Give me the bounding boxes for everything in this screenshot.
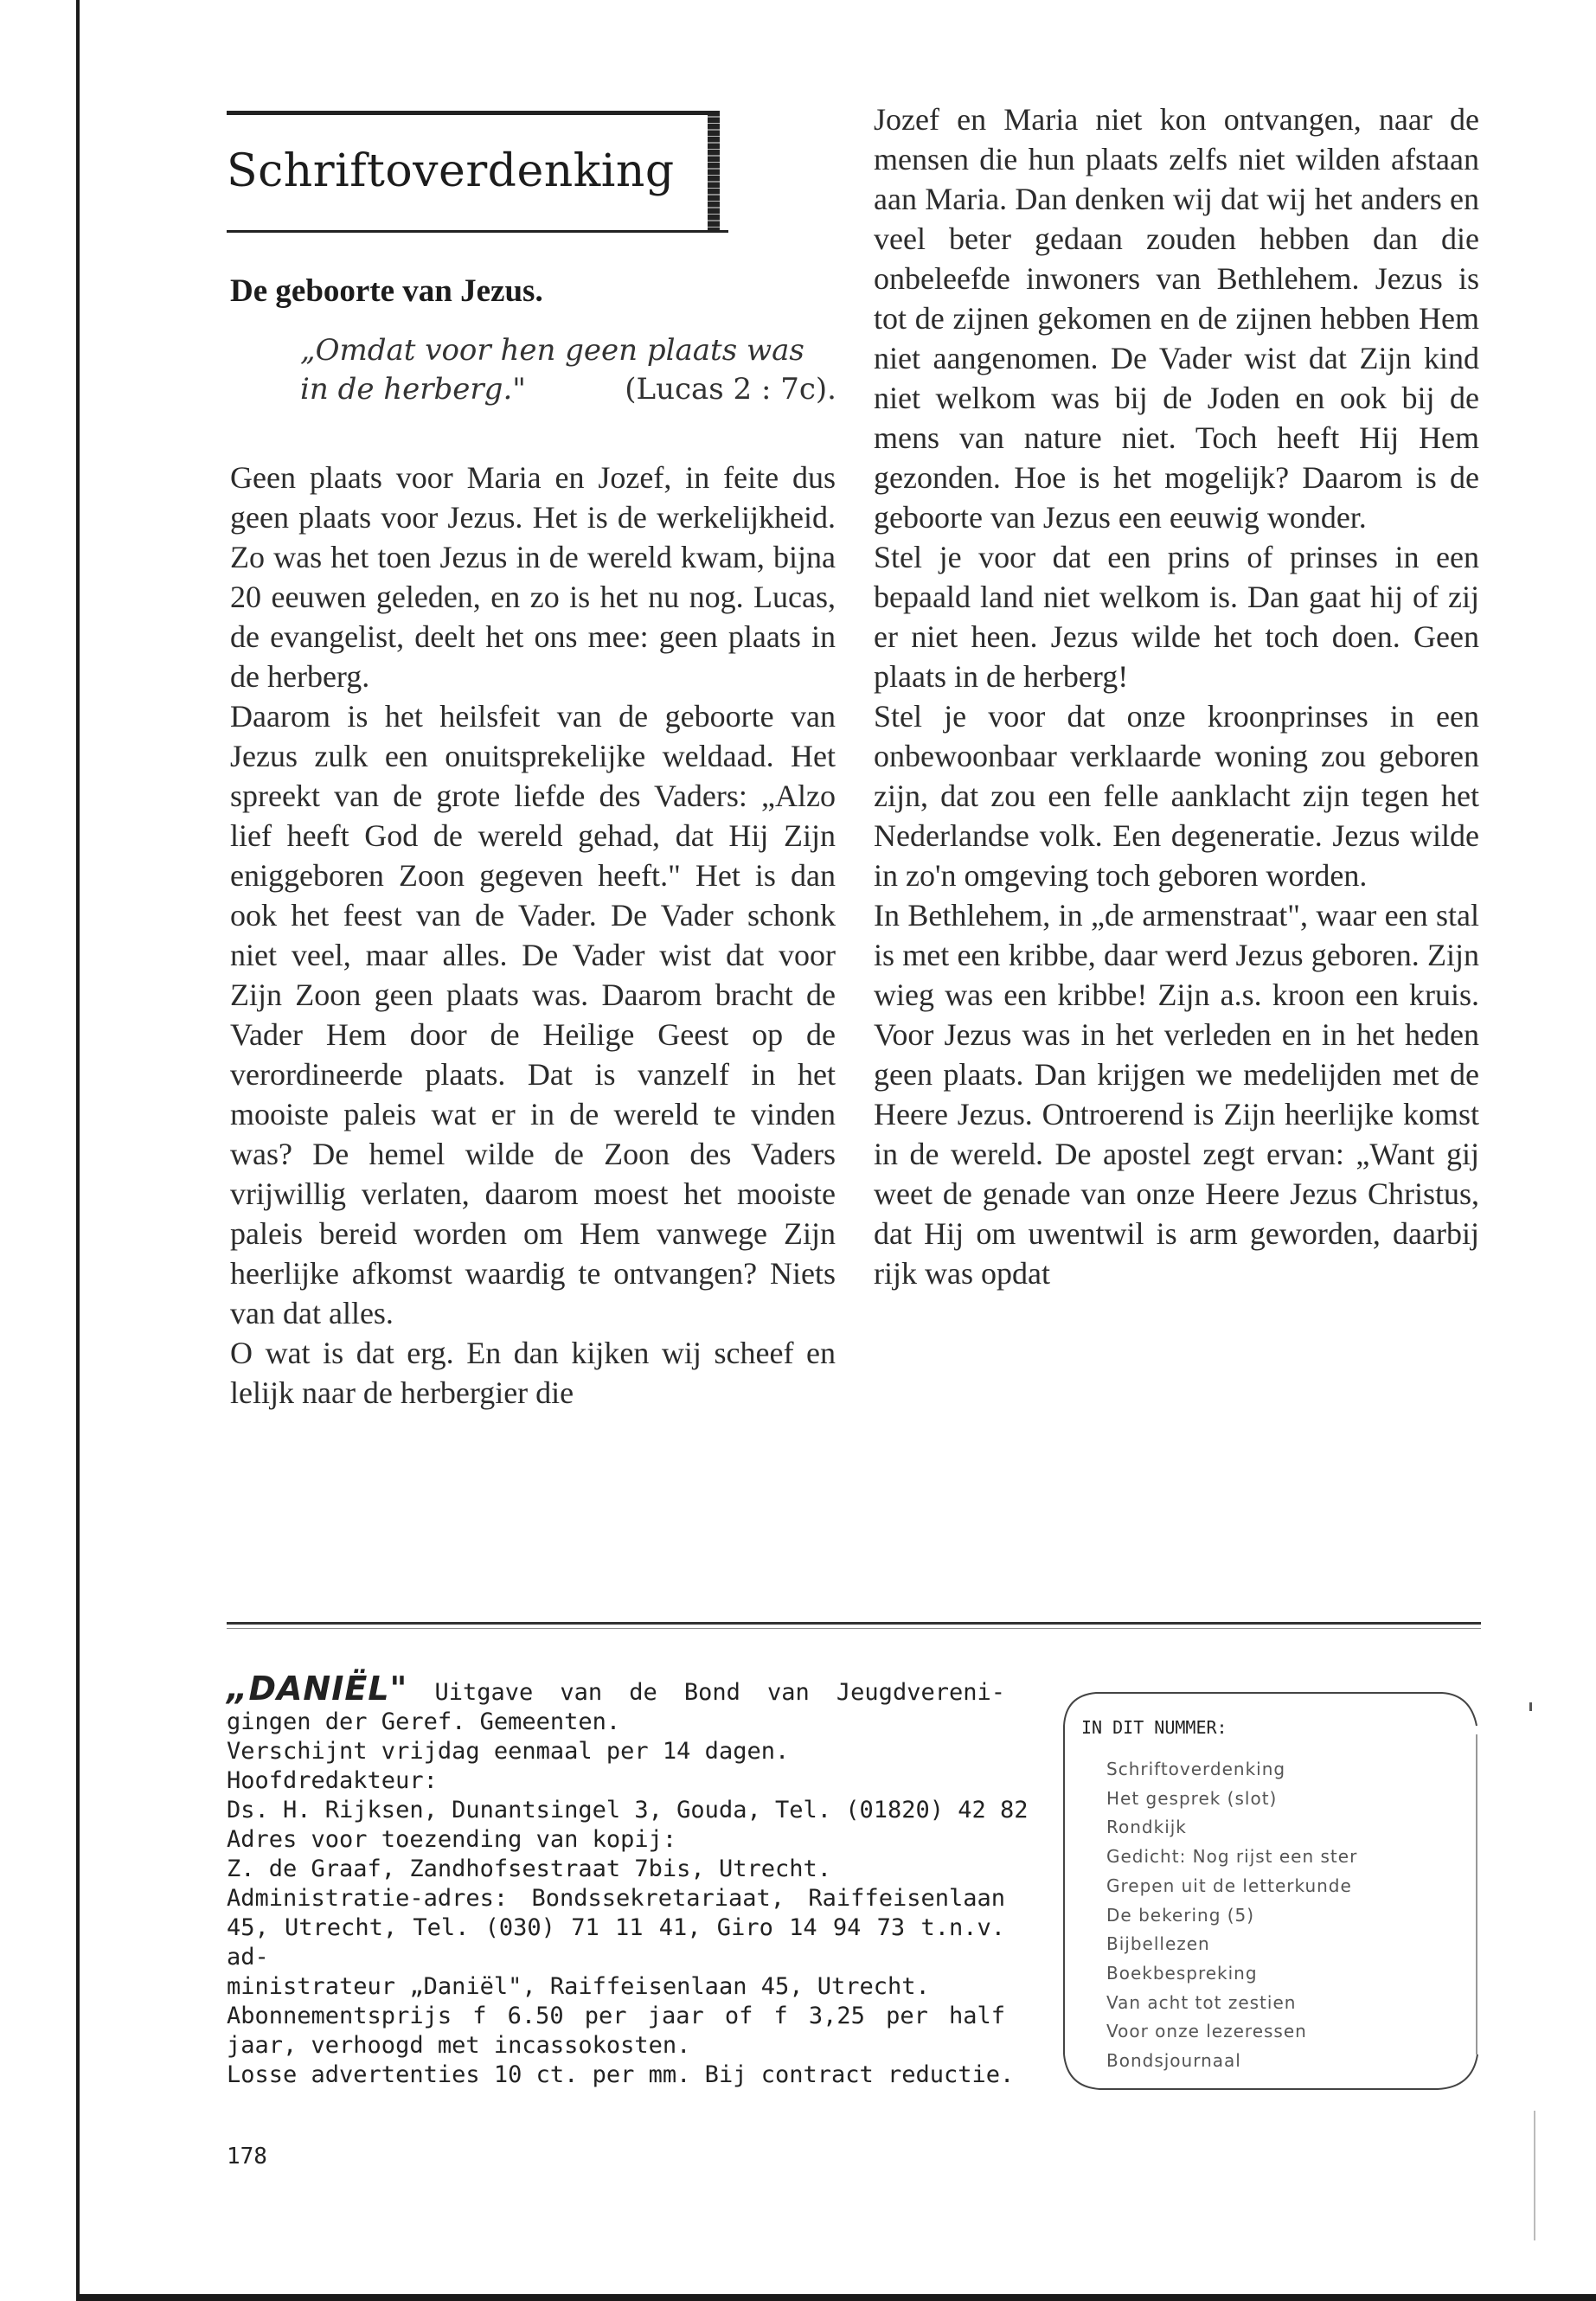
colophon-line: Abonnementsprijs f 6.50 per jaar of f 3,25 per half — [227, 2003, 1005, 2029]
heading-bottom-rule — [227, 230, 728, 233]
page-number: 178 — [227, 2144, 267, 2170]
section-heading-box — [227, 111, 728, 234]
contents-item: Voor onze lezeressen — [1106, 2021, 1307, 2042]
separator-rule — [227, 1622, 1481, 1625]
colophon-line: jaar, verhoogd met incassokosten. — [227, 2032, 691, 2059]
colophon-line: Ds. H. Rijksen, Dunantsingel 3, Gouda, Tel. (01820) 42 82 — [227, 1797, 1029, 1823]
contents-item: Het gesprek (slot) — [1106, 1787, 1278, 1809]
contents-list — [1106, 1755, 1357, 2076]
colophon-line: Verschijnt vrijdag eenmaal per 14 dagen. — [227, 1738, 790, 1765]
article-column-right — [874, 99, 1479, 1293]
scan-bottom-border — [76, 2294, 1596, 2301]
contents-item: Gedicht: Nog rijst een ster — [1106, 1846, 1358, 1868]
colophon-line: ministrateur „Daniël", Raiffeisenlaan 45, Utrecht. — [227, 1973, 930, 2000]
contents-item: Grepen uit de letterkunde — [1106, 1875, 1352, 1896]
paragraph: Stel je voor dat een prins of prinses in een bepaald land niet welkom is. Dan gaat hij of zij er niet heen. Jezus wilde het toch doen. Geen plaats in de herberg! — [874, 540, 1479, 694]
contents-item: Boekbespreking — [1106, 1962, 1258, 1984]
contents-item: Bijbellezen — [1106, 1933, 1210, 1955]
paragraph: Stel je voor dat onze kroonprinses in een onbewoonbaar verklaarde woning zou geboren zijn, dat zou een felle aanklacht zijn tegen het Nederlandse volk. Een degeneratie. Jezus wilde in zo'n omgeving toch geboren worden. — [874, 699, 1479, 893]
contents-item: De bekering (5) — [1106, 1904, 1255, 1926]
heading-top-rule — [227, 111, 711, 115]
colophon-line: Administratie-adres: Bondssekretariaat, Raiffeisenlaan — [227, 1885, 1005, 1912]
article-column-left — [230, 458, 836, 1413]
article-title: De geboorte van Jezus. — [230, 273, 543, 309]
colophon-line: 45, Utrecht, Tel. (030) 71 11 41, Giro 14 94 73 t.n.v. ad- — [227, 1914, 1005, 1971]
paragraph: In Bethlehem, in „de armenstraat", waar een stal is met een kribbe, daar werd Jezus geboren. Zijn wieg was een kribbe! Zijn a.s. kroon een kruis. Voor Jezus was in het verleden en in het heden geen plaats. Dan krijgen we medelijden met de Heere Jezus. Ontroerend is Zijn heerlijke komst in de wereld. De apostel zegt ervan: „Want gij weet de genade van onze Heere Jezus Christus, dat Hij om uwentwil is arm geworden, daarbij rijk was opdat — [874, 898, 1479, 1291]
scripture-quote — [300, 331, 836, 409]
quote-reference: (Lucas 2 : 7c). — [625, 372, 836, 407]
scan-speck — [1529, 1702, 1532, 1711]
contents-item: Schriftoverdenking — [1106, 1759, 1286, 1779]
separator-rule — [227, 1628, 1481, 1629]
quote-line: „Omdat voor hen geen plaats was — [300, 333, 804, 368]
quote-line — [300, 370, 836, 409]
scan-left-border — [76, 0, 80, 2301]
paragraph: Geen plaats voor Maria en Jozef, in feite dus geen plaats voor Jezus. Het is de werkelijkheid. Zo was het toen Jezus in de wereld kwam, bijna 20 eeuwen geleden, en zo is het nu nog. Lucas, de evangelist, deelt het ons mee: geen plaats in de herberg. — [230, 460, 836, 694]
contents-item: Rondkijk — [1106, 1817, 1187, 1838]
paragraph: Daarom is het heilsfeit van de geboorte van Jezus zulk een onuitsprekelijke weldaad. Het spreekt van de grote liefde des Vaders: „Alzo lief heeft God de wereld gehad, dat Hij Zijn eniggeboren Zoon gegeven heeft." Het is dan ook het feest van de Vader. De Vader schonk niet veel, maar alles. De Vader wist dat voor Zijn Zoon geen plaats was. Daarom bracht de Vader Hem door de Heilige Geest op de verordineerde plaats. Dat is vanzelf in het mooiste paleis wat er in de wereld te vinden was? De hemel wilde de Zoon des Vaders vrijwillig verlaten, daarom moest het mooiste paleis bereid worden om Hem vanwege Zijn heerlijke afkomst waardig te ontvangen? Niets van dat alles. — [230, 699, 836, 1330]
contents-item: Van acht tot zestien — [1106, 1991, 1297, 2013]
colophon-line: „DANIËL" Uitgave van de Bond van Jeugdvereni- — [227, 1670, 1005, 1708]
section-title: Schriftoverdenking — [227, 145, 675, 197]
scan-speck — [1534, 2111, 1535, 2240]
colophon-line: Adres voor toezending van kopij: — [227, 1826, 677, 1853]
colophon — [227, 1670, 1029, 2090]
contents-item: Bondsjournaal — [1106, 2050, 1241, 2072]
table-of-contents-box — [1057, 1674, 1481, 2111]
quote-text: in de herberg." — [300, 372, 526, 407]
colophon-line: Hoofdredakteur: — [227, 1767, 438, 1794]
colophon-line: Losse advertenties 10 ct. per mm. Bij contract reductie. — [227, 2061, 1015, 2088]
heading-side-bar — [708, 111, 720, 233]
colophon-line: Z. de Graaf, Zandhofsestraat 7bis, Utrecht. — [227, 1856, 831, 1882]
colophon-line: gingen der Geref. Gemeenten. — [227, 1708, 621, 1735]
contents-heading: IN DIT NUMMER: — [1081, 1717, 1227, 1738]
publication-brand: „DANIËL" — [227, 1670, 408, 1708]
paragraph: O wat is dat erg. En dan kijken wij scheef en lelijk naar de herbergier die — [230, 1336, 836, 1410]
paragraph: Jozef en Maria niet kon ontvangen, naar de mensen die hun plaats zelfs niet wilden afstaan aan Maria. Dan denken wij dat wij het anders en veel beter gedaan zouden hebben dan die onbeleefde inwoners van Bethlehem. Jezus is tot de zijnen gekomen en de zijnen hebben Hem niet aangenomen. De Vader wist dat Zijn kind niet welkom was bij de Joden en ook bij de mens van nature niet. Toch heeft Hij Hem gezonden. Hoe is het mogelijk? Daarom is de geboorte van Jezus een eeuwig wonder. — [874, 102, 1479, 535]
